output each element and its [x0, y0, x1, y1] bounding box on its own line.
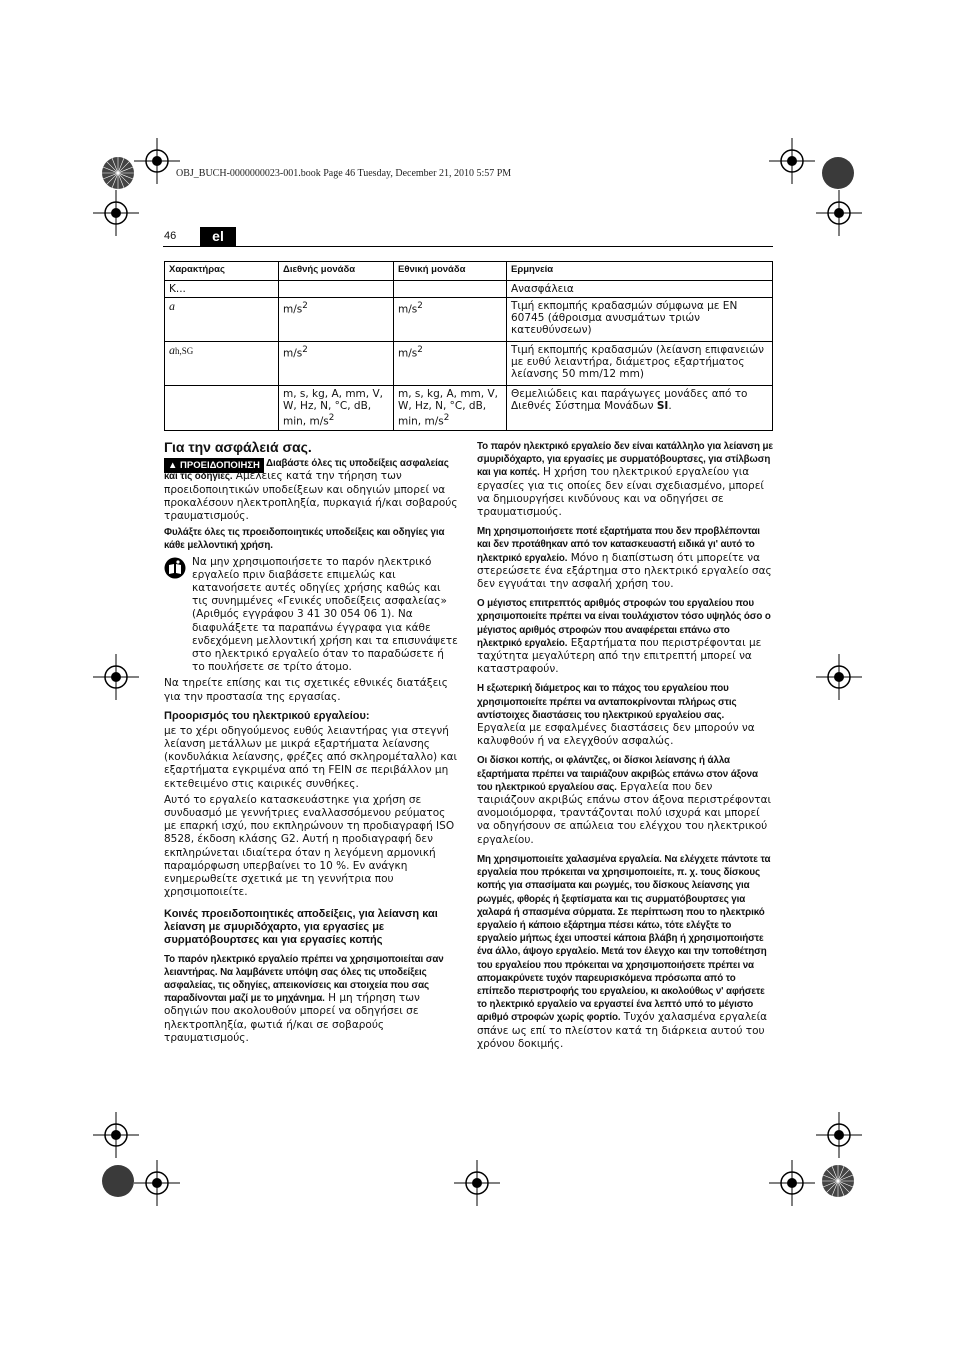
paragraph-not-suitable: [477, 440, 773, 519]
table-row: [165, 386, 773, 431]
unit-text: m/s: [283, 347, 303, 360]
unit-text: m, s, kg, A, mm, V, W, Hz, N, °C, dB, min, m/s: [398, 388, 498, 428]
paragraph-bold: Το παρόν ηλεκτρικό εργαλείο δεν είναι κατάλληλο για λείανση με σμυριδόχαρτο, για εργασίες με συρματόβουρτσες, για στίλβωση και για κοπές.: [477, 441, 773, 479]
registration-mark-left-middle: [93, 654, 139, 700]
table-cell: [394, 298, 507, 342]
right-column: [477, 440, 773, 1054]
read-manual-block: [164, 556, 458, 678]
table-row: [165, 342, 773, 386]
starburst-mark-bottom-right: [820, 1163, 856, 1199]
header-rule: [163, 246, 773, 247]
read-manual-icon: [164, 557, 186, 579]
unit-exponent: 2: [302, 301, 308, 311]
col-header-international-unit: Διεθνής μονάδα: [279, 262, 394, 281]
paragraph-fit-spindle: [477, 754, 773, 846]
intended-use-text: με το χέρι οδηγούμενος ευθύς λειαντήρας για στεγνή λείανση μετάλλων με μικρά εξαρτήματα λείανσης (κονδυλάκια λείανσης, φρέζες από σκληρομέταλλο) και εξαρτήματα εγκριμένα από τη FEIN σε περιβάλλον μη εκτεθειμένο στις καιρικές συνθήκες.: [164, 724, 458, 790]
table-cell: [165, 298, 279, 342]
unit-text: m, s, kg, A, mm, V, W, Hz, N, °C, dB, min, m/s: [283, 388, 383, 428]
common-warnings-text: Η μη τήρηση των οδηγιών που ακολουθούν μπορεί να οδηγήσει σε ηλεκτροπληξία, φωτιά ή/και σε σοβαρούς τραυματισμούς.: [164, 992, 420, 1044]
color-dot-top-right: [820, 155, 856, 191]
table-row: [165, 281, 773, 298]
print-info-line: OBJ_BUCH-0000000023-001.book Page 46 Tuesday, December 21, 2010 5:57 PM: [176, 168, 512, 179]
symbol-a: a: [169, 343, 175, 357]
registration-mark-right-middle: [816, 654, 862, 700]
paragraph-max-speed: [477, 597, 773, 676]
registration-mark-right-lower: [816, 1112, 862, 1158]
unit-exponent: 2: [328, 413, 335, 423]
registration-mark-left-lower: [93, 1112, 139, 1158]
paragraph-text: Εξαρτήματα που περιστρέφονται με ταχύτητα μεγαλύτερη από την επιτρεπτή μπορεί να καταστραφούν.: [477, 636, 762, 676]
unit-text: m/s: [398, 303, 418, 316]
paragraph-text: Εργαλεία που δεν ταιριάζουν ακριβώς επάνω στον άξονα περιστρέφονται ανομοιόμορφα, τραντάζονται πολύ ισχυρά και μπορεί να οδηγήσουν σε απώλεια του ελέγχου του ηλεκτρικού εργαλείου.: [477, 780, 772, 846]
left-column: [164, 441, 458, 1048]
col-header-symbol: Χαρακτήρας: [165, 262, 279, 281]
unit-text: m/s: [398, 347, 418, 360]
symbol-a: a: [169, 299, 175, 313]
si-abbreviation: SI: [656, 400, 669, 412]
units-table: [164, 261, 773, 431]
unit-exponent: 2: [417, 345, 423, 355]
col-header-national-unit: Εθνική μονάδα: [394, 262, 507, 281]
common-warnings-paragraph: [164, 953, 458, 1045]
common-warnings-bold: Το παρόν ηλεκτρικό εργαλείο πρέπει να χρησιμοποιείται σαν λειαντήρας. Να λαμβάνετε υπόψη σας όλες τις υποδείξεις ασφαλείας, τις οδηγίες, απεικονίσεις και στοιχεία που σας παραδίνονται μαζί με το μηχάνημα.: [164, 953, 444, 1005]
table-cell: Τιμή εκπομπής κραδασμών σύμφωνα με EN 60745 (άθροισμα ανυσμάτων τριών κατευθύνσεων): [507, 298, 773, 342]
intended-use-heading: Προορισμός του ηλεκτρικού εργαλείου:: [164, 709, 370, 722]
registration-mark-bottom-left: [134, 1160, 180, 1206]
registration-mark-top-right: [769, 138, 815, 184]
paragraph-bold: Μη χρησιμοποιείτε χαλασμένα εργαλεία. Να ελέγχετε πάντοτε τα εργαλεία που πρόκειται να χρησιμοποιείτε, π. χ. τους δίσκους κοπής για σπασίματα και ρωγμές, του δίσκους λείανσης για ρωγμές, φθορές ή ξεφτίσματα και τις συρματόβουρτσες για χαλαρά ή σπασμένα σύρματα. Σε περίπτωση που το ηλεκτρικό εργαλείο ή κάποιο εξάρτημα πέσει κάτω, τότε ελέγξτε το εργαλείο μήπως έχει υποστεί κάποια βλάβη ή χρησιμοποιήστε ένα άλλο, άψογο εργαλείο. Μετά τον έλεγχο και την τοποθέτηση του εργαλείου που πρόκειται να χρησιμοποιήσετε πρέπει να απομακρύνετε τυχόν παρευρισκόμενα πρόσωπα από το επίπεδο περιστροφής του εργαλείου, κι ακολούθως ν' αφήσετε το ηλεκτρικό εργαλείο να εργαστεί ένα λεπτό υπό το μέγιστο αριθμό στροφών χωρίς φορτίο.: [477, 853, 771, 1024]
symbol-subscript: h,SG: [175, 346, 194, 356]
paragraph-bold: Οι δίσκοι κοπής, οι φλάντζες, οι δίσκοι λείανσης ή άλλα εξαρτήματα πρέπει να ταιριάζουν ακριβώς επάνω στον άξονα του ηλεκτρικού εργαλείου σας.: [477, 755, 758, 793]
table-cell: [279, 386, 394, 431]
paragraph-text: Η χρήση του ηλεκτρικού εργαλείου για εργασίες για τις οποίες δεν είναι σχεδιασμένο, μπορεί να δημιουργήσει κινδύνους και να οδηγήσει σε τραυματισμούς.: [477, 466, 764, 519]
table-cell: [279, 281, 394, 298]
meaning-text: Θεμελιώδεις και παράγωγες μονάδες από το Διεθνές Σύστημα Μονάδων: [511, 388, 748, 412]
table-cell: [394, 342, 507, 386]
paragraph-damaged-tools: [477, 853, 773, 1051]
table-cell: [279, 342, 394, 386]
paragraph-text: Μόνο η διαπίστωση ότι μπορείτε να στερεώσετε ένα εξάρτημα στο ηλεκτρικό εργαλείο σας δεν εγγυάται την ασφαλή χρήση του.: [477, 551, 772, 591]
warning-text: Αμέλειες κατά την τήρηση των προειδοποιητικών υποδείξεων και οδηγιών μπορεί να προκαλέσουν ηλεκτροπληξία, πυρκαγιά ή/και σοβαρούς τραυματισμούς.: [164, 470, 458, 523]
warning-label: ΠΡΟΕΙΔΟΠΟΙΗΣΗ: [180, 460, 260, 472]
table-cell: [394, 386, 507, 431]
color-dot-bottom-left: [100, 1163, 136, 1199]
keep-instructions-text: Φυλάξτε όλες τις προειδοποιητικές υποδείξεις και οδηγίες για κάθε μελλοντική χρήση.: [164, 527, 445, 552]
unit-exponent: 2: [417, 301, 423, 311]
language-badge: el: [200, 227, 236, 246]
col-header-meaning: Ερμηνεία: [507, 262, 773, 281]
table-cell: K...: [165, 281, 279, 298]
registration-mark-left-upper: [93, 190, 139, 236]
table-cell: [279, 298, 394, 342]
read-manual-text: Να μην χρησιμοποιήσετε το παρόν ηλεκτρικό εργαλείο πριν διαβάσετε επιμελώς και κατανοήσετε αυτές οδηγίες χρήσης καθώς και τις συνημμένες «Γενικές υποδείξεις ασφαλείας» (Αριθμός εγγράφου 3 41 30 054 06 1). Να διαφυλάξετε τα παραπάνω έγγραφα για κάθε ενδεχόμενη μελλοντική χρήση και τα επισυνάψετε στο ηλεκτρικό εργαλείο όταν το παραδώσετε ή το πουλήσετε σε τρίτο άτομο.: [192, 555, 458, 674]
table-cell: [165, 342, 279, 386]
starburst-mark-top-left: [100, 155, 136, 191]
paragraph-text: Τυχόν χαλασμένα εργαλεία σπάνε ως επί το πλείστον κατά τη διάρκεια αυτού του χρόνου δοκιμής.: [477, 1011, 768, 1050]
meaning-end: .: [668, 400, 672, 412]
unit-exponent: 2: [302, 345, 308, 355]
paragraph-bold: Μη χρησιμοποιήσετε ποτέ εξαρτήματα που δεν προβλέπονται και δεν προτάθηκαν από τον κατασκευαστή ειδικά γι' αυτό το ηλεκτρικό εργαλείο.: [477, 526, 760, 564]
table-cell: [394, 281, 507, 298]
page-number: 46: [164, 230, 177, 242]
national-regulations-text: Να τηρείτε επίσης και τις σχετικές εθνικές διατάξεις για την προστασία της εργασίας.: [164, 677, 448, 703]
warning-bold-text: Διαβάστε όλες τις υποδείξεις ασφαλείας και τις οδηγίες.: [164, 458, 449, 483]
section-title: Για την ασφάλειά σας.: [164, 439, 312, 455]
table-cell: Τιμή εκπομπής κραδασμών (λείανση επιφανειών με ευθύ λειαντήρα, διάμετρος εξαρτήματος λείανσης 50 mm/12 mm): [507, 342, 773, 386]
paragraph-bold: Η εξωτερική διάμετρος και το πάχος του εργαλείου που χρησιμοποιείτε πρέπει να ανταποκρίνονται πλήρως στις αντίστοιχες διαστάσεις του ηλεκτρικού εργαλείου σας.: [477, 683, 737, 721]
registration-mark-right-upper: [816, 190, 862, 236]
unit-text: m/s: [283, 303, 303, 316]
generator-text: Αυτό το εργαλείο κατασκευάστηκε για χρήση σε συνδυασμό με γεννήτριες εναλλασσόμενου ρεύματος με επαρκή ισχύ, που εκπληρώνουν τη προδιαγραφή ISO 8528, έκδοση κλάσης G2. Αυτή η προδιαγραφή δεν εκπληρώνεται ιδιαίτερα όταν η λεγόμενη αρμονική παραμόρφωση υπερβαίνει το 10 %. Εν ανάγκη ενημερωθείτε σχετικά με τη γεννήτρια που χρησιμοποιείτε.: [164, 793, 455, 899]
table-cell: Ανασφάλεια: [507, 281, 773, 298]
table-row: [165, 298, 773, 342]
registration-mark-top-left: [134, 138, 180, 184]
paragraph-text: Εργαλεία με εσφαλμένες διαστάσεις δεν μπορούν να καλυφθούν ή να ελεγχθούν ασφαλώς.: [477, 722, 755, 748]
table-header-row: [165, 262, 773, 281]
paragraph-accessories: [477, 525, 773, 591]
table-cell: [165, 386, 279, 431]
unit-exponent: 2: [443, 413, 450, 423]
common-warnings-heading: Κοινές προειδοποιητικές αποδείξεις, για λείανση και λείανση με σμυριδόχαρτο, για εργασίες με συρματόβουρτσες και για εργασίες κοπής: [164, 907, 438, 946]
paragraph-dimensions: [477, 682, 773, 748]
warning-triangle-icon: ▲: [168, 460, 178, 472]
registration-mark-bottom-center: [454, 1160, 500, 1206]
registration-mark-bottom-right: [769, 1160, 815, 1206]
paragraph-bold: Ο μέγιστος επιτρεπτός αριθμός στροφών του εργαλείου που χρησιμοποιείτε πρέπει να είναι τουλάχιστον τόσο υψηλός όσο ο μέγιστος αριθμός στροφών που αναφέρεται επάνω στο ηλεκτρικό εργαλείο.: [477, 598, 771, 649]
table-cell: [507, 386, 773, 431]
